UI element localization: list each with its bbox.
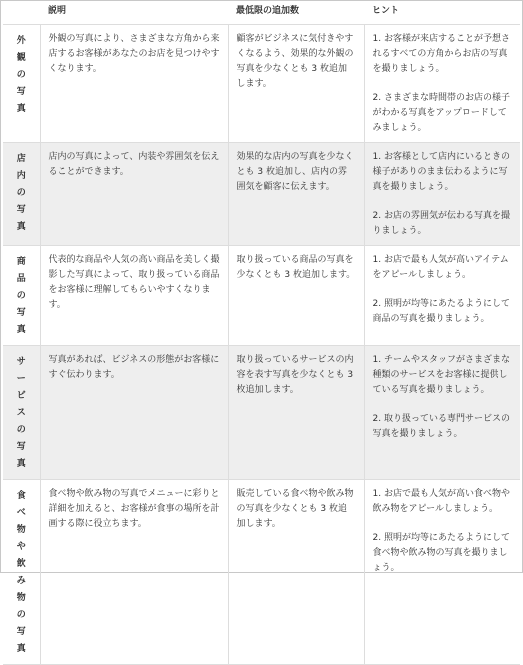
table-row [3,346,520,480]
row-description: 写真があれば、ビジネスの形態がお客様にすぐ伝わります。 [40,346,228,480]
tip-item: 1. お店で最も人気が高いアイテムをアピールしましょう。 [372,255,509,280]
header-description: 説明 [40,1,228,25]
row-tips [364,480,520,665]
row-tips [364,25,520,143]
tip-item: 2. さまざまな時間帯のお店の様子がわかる写真をアップロードしてみましょう。 [372,93,510,133]
tip-item: 2. お店の雰囲気が伝わる写真を撮りましょう。 [372,211,510,236]
row-minimum-count: 効果的な店内の写真を少なくとも 3 枚追加し、店内の雰囲気を顧客に伝えます。 [228,143,364,246]
header-minimum-count: 最低限の追加数 [228,1,364,25]
row-minimum-count: 取り扱っている商品の写真を少なくとも 3 枚追加します。 [228,246,364,346]
row-category-services [3,346,40,480]
table-row [3,143,520,246]
row-tips [364,143,520,246]
row-description: 食べ物や飲み物の写真でメニューに彩りと詳細を加えると、お客様が食事の場所を計画する際に役立ちます。 [40,480,228,665]
tip-item: 2. 照明が均等にあたるようにして食べ物や飲み物の写真を撮りましょう。 [372,533,510,573]
row-category-interior [3,143,40,246]
table-row [3,480,520,665]
table-row [3,25,520,143]
row-category-label: 商品の写真 [16,257,26,335]
row-minimum-count: 顧客がビジネスに気付きやすくなるよう、効果的な外観の写真を少なくとも 3 枚追加します。 [228,25,364,143]
row-category-food-drink [3,480,40,665]
table-row [3,246,520,346]
tip-item: 2. 取り扱っている専門サービスの写真を撮りましょう。 [372,414,510,439]
tip-item: 1. チームやスタッフがさまざまな種類のサービスをお客様に提供している写真を撮りましょう。 [372,355,510,395]
row-category-products [3,246,40,346]
row-category-label: 店内の写真 [16,154,26,232]
header-corner-cell [3,1,40,25]
table-header-row [3,1,520,25]
tip-item: 1. お店で最も人気が高い食べ物や飲み物をアピールしましょう。 [372,489,510,514]
row-category-label: 食べ物や飲み物の写真 [16,491,26,654]
photo-guidelines-table [3,1,520,665]
tip-item: 1. お客様として店内にいるときの様子がありのまま伝わるように写真を撮りましょう。 [372,152,510,192]
row-minimum-count: 販売している食べ物や飲み物の写真を少なくとも 3 枚追加します。 [228,480,364,665]
row-tips [364,246,520,346]
row-description: 店内の写真によって、内装や雰囲気を伝えることができます。 [40,143,228,246]
tip-item: 2. 照明が均等にあたるようにして商品の写真を撮りましょう。 [372,299,510,324]
row-minimum-count: 取り扱っているサービスの内容を表す写真を少なくとも 3 枚追加します。 [228,346,364,480]
header-tips: ヒント [364,1,520,25]
row-description: 外観の写真により、さまざまな方角から来店するお客様があなたのお店を見つけやすくなります。 [40,25,228,143]
row-category-label: サービスの写真 [16,357,26,469]
row-category-label: 外観の写真 [16,36,26,114]
tip-item: 1. お客様が来店することが予想されるすべての方角からお店の写真を撮りましょう。 [372,34,510,74]
row-tips [364,346,520,480]
row-category-exterior [3,25,40,143]
row-description: 代表的な商品や人気の高い商品を美しく撮影した写真によって、取り扱っている商品をお客様に理解してもらいやすくなります。 [40,246,228,346]
